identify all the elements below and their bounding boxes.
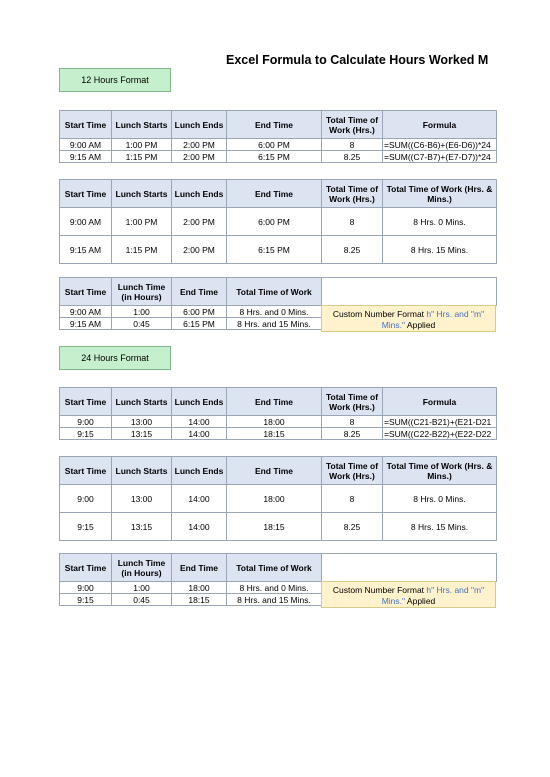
header-lunch-ends: Lunch Ends: [172, 180, 227, 208]
header-total-hrs: Total Time of Work (Hrs.): [322, 388, 383, 416]
header-lunch-starts: Lunch Starts: [112, 111, 172, 139]
header-lunch-time: Lunch Time (in Hours): [112, 278, 172, 306]
cell[interactable]: 18:00: [172, 582, 227, 594]
cell[interactable]: 6:00 PM: [227, 208, 322, 236]
cell[interactable]: 1:00: [112, 306, 172, 318]
header-end-time: End Time: [227, 457, 322, 485]
cell[interactable]: 8 Hrs. 0 Mins.: [383, 208, 497, 236]
cell[interactable]: 6:15 PM: [172, 318, 227, 330]
header-start-time: Start Time: [60, 457, 112, 485]
custom-format-note: [321, 305, 496, 332]
header-lunch-ends: Lunch Ends: [172, 388, 227, 416]
cell[interactable]: 2:00 PM: [172, 208, 227, 236]
cell[interactable]: 14:00: [172, 485, 227, 513]
formula-cell[interactable]: =SUM((C7-B7)+(E7-D7))*24: [383, 151, 497, 163]
header-total-hrs: Total Time of Work (Hrs.): [322, 111, 383, 139]
header-start-time: Start Time: [60, 554, 112, 582]
formula-cell[interactable]: =SUM((C22-B22)+(E22-D22: [383, 428, 497, 440]
note-format-code: h" Hrs. and "m" Mins.": [381, 309, 485, 330]
cell[interactable]: 8.25: [322, 428, 383, 440]
cell[interactable]: 8 Hrs. 15 Mins.: [383, 236, 497, 264]
header-end-time: End Time: [172, 554, 227, 582]
header-formula: Formula: [383, 388, 497, 416]
cell[interactable]: 14:00: [172, 513, 227, 541]
header-total-hrs: Total Time of Work (Hrs.): [322, 457, 383, 485]
cell[interactable]: 14:00: [172, 428, 227, 440]
formula-cell[interactable]: =SUM((C21-B21)+(E21-D21: [383, 416, 497, 428]
cell[interactable]: 9:00 AM: [60, 306, 112, 318]
header-total-work: Total Time of Work: [227, 554, 322, 582]
formula-cell[interactable]: =SUM((C6-B6)+(E6-D6))*24: [383, 139, 497, 151]
cell[interactable]: 9:15: [60, 513, 112, 541]
header-total-work: Total Time of Work: [227, 278, 322, 306]
table-row: [60, 151, 497, 163]
cell[interactable]: 8 Hrs. and 15 Mins.: [227, 594, 322, 606]
note-text: Applied: [405, 320, 436, 330]
header-end-time: End Time: [172, 278, 227, 306]
header-start-time: Start Time: [60, 388, 112, 416]
header-total-hrs: Total Time of Work (Hrs.): [322, 180, 383, 208]
table-12h-formula: [59, 110, 497, 163]
cell[interactable]: 8 Hrs. 0 Mins.: [383, 485, 497, 513]
cell[interactable]: 9:00: [60, 582, 112, 594]
header-end-time: End Time: [227, 111, 322, 139]
table-row: [60, 416, 497, 428]
note-text: Applied: [405, 596, 436, 606]
cell[interactable]: 13:15: [112, 513, 172, 541]
cell[interactable]: 8: [322, 485, 383, 513]
table-24h-hrs-mins: [59, 456, 497, 541]
cell[interactable]: 8: [322, 208, 383, 236]
table-row: [60, 485, 497, 513]
cell[interactable]: 14:00: [172, 416, 227, 428]
cell[interactable]: 1:00 PM: [112, 139, 172, 151]
header-lunch-time: Lunch Time (in Hours): [112, 554, 172, 582]
header-start-time: Start Time: [60, 180, 112, 208]
header-end-time: End Time: [227, 388, 322, 416]
note-text: Custom Number Format: [332, 309, 427, 319]
cell[interactable]: 6:00 PM: [172, 306, 227, 318]
header-start-time: Start Time: [60, 278, 112, 306]
cell[interactable]: 0:45: [112, 318, 172, 330]
note-format-code: h" Hrs. and "m" Mins.": [381, 585, 485, 606]
cell[interactable]: 18:15: [172, 594, 227, 606]
header-lunch-starts: Lunch Starts: [112, 388, 172, 416]
header-lunch-ends: Lunch Ends: [172, 111, 227, 139]
header-end-time: End Time: [227, 180, 322, 208]
cell[interactable]: 8.25: [322, 151, 383, 163]
cell[interactable]: 18:15: [227, 513, 322, 541]
header-lunch-ends: Lunch Ends: [172, 457, 227, 485]
table-row: [60, 139, 497, 151]
cell[interactable]: 13:15: [112, 428, 172, 440]
cell[interactable]: 8 Hrs. and 15 Mins.: [227, 318, 322, 330]
cell[interactable]: 0:45: [112, 594, 172, 606]
custom-format-note: [321, 581, 496, 608]
cell[interactable]: 13:00: [112, 416, 172, 428]
cell[interactable]: 9:15: [60, 428, 112, 440]
header-formula: Formula: [383, 111, 497, 139]
cell[interactable]: 18:15: [227, 428, 322, 440]
cell[interactable]: 6:15 PM: [227, 151, 322, 163]
empty-cell: [322, 278, 497, 306]
cell[interactable]: 6:15 PM: [227, 236, 322, 264]
cell[interactable]: 9:00: [60, 485, 112, 513]
cell[interactable]: 9:15: [60, 594, 112, 606]
note-text: Custom Number Format: [332, 585, 427, 595]
cell[interactable]: 2:00 PM: [172, 151, 227, 163]
table-row: [60, 513, 497, 541]
table-12h-hrs-mins: [59, 179, 497, 264]
header-total-hrs-mins: Total Time of Work (Hrs. & Mins.): [383, 457, 497, 485]
empty-cell: [322, 554, 497, 582]
cell[interactable]: 8.25: [322, 513, 383, 541]
cell[interactable]: 9:15 AM: [60, 318, 112, 330]
header-total-hrs-mins: Total Time of Work (Hrs. & Mins.): [383, 180, 497, 208]
page-title: Excel Formula to Calculate Hours Worked M: [226, 53, 489, 67]
cell[interactable]: 9:00: [60, 416, 112, 428]
table-24h-formula: [59, 387, 497, 440]
cell[interactable]: 8 Hrs. and 0 Mins.: [227, 582, 322, 594]
cell[interactable]: 8: [322, 416, 383, 428]
table-row: [60, 208, 497, 236]
cell[interactable]: 9:00 AM: [60, 208, 112, 236]
table-row: [60, 236, 497, 264]
cell[interactable]: 8 Hrs. 15 Mins.: [383, 513, 497, 541]
cell[interactable]: 18:00: [227, 485, 322, 513]
cell[interactable]: 2:00 PM: [172, 236, 227, 264]
cell[interactable]: 8.25: [322, 236, 383, 264]
cell[interactable]: 1:15 PM: [112, 151, 172, 163]
table-row: [60, 428, 497, 440]
header-start-time: Start Time: [60, 111, 112, 139]
cell[interactable]: 8 Hrs. and 0 Mins.: [227, 306, 322, 318]
cell[interactable]: 13:00: [112, 485, 172, 513]
format-label-12h: 12 Hours Format: [59, 68, 171, 92]
cell[interactable]: 6:00 PM: [227, 139, 322, 151]
format-label-24h: 24 Hours Format: [59, 346, 171, 370]
cell[interactable]: 2:00 PM: [172, 139, 227, 151]
header-lunch-starts: Lunch Starts: [112, 457, 172, 485]
cell[interactable]: 1:15 PM: [112, 236, 172, 264]
cell[interactable]: 9:15 AM: [60, 151, 112, 163]
cell[interactable]: 9:00 AM: [60, 139, 112, 151]
cell[interactable]: 1:00: [112, 582, 172, 594]
cell[interactable]: 9:15 AM: [60, 236, 112, 264]
cell[interactable]: 8: [322, 139, 383, 151]
cell[interactable]: 18:00: [227, 416, 322, 428]
cell[interactable]: 1:00 PM: [112, 208, 172, 236]
header-lunch-starts: Lunch Starts: [112, 180, 172, 208]
